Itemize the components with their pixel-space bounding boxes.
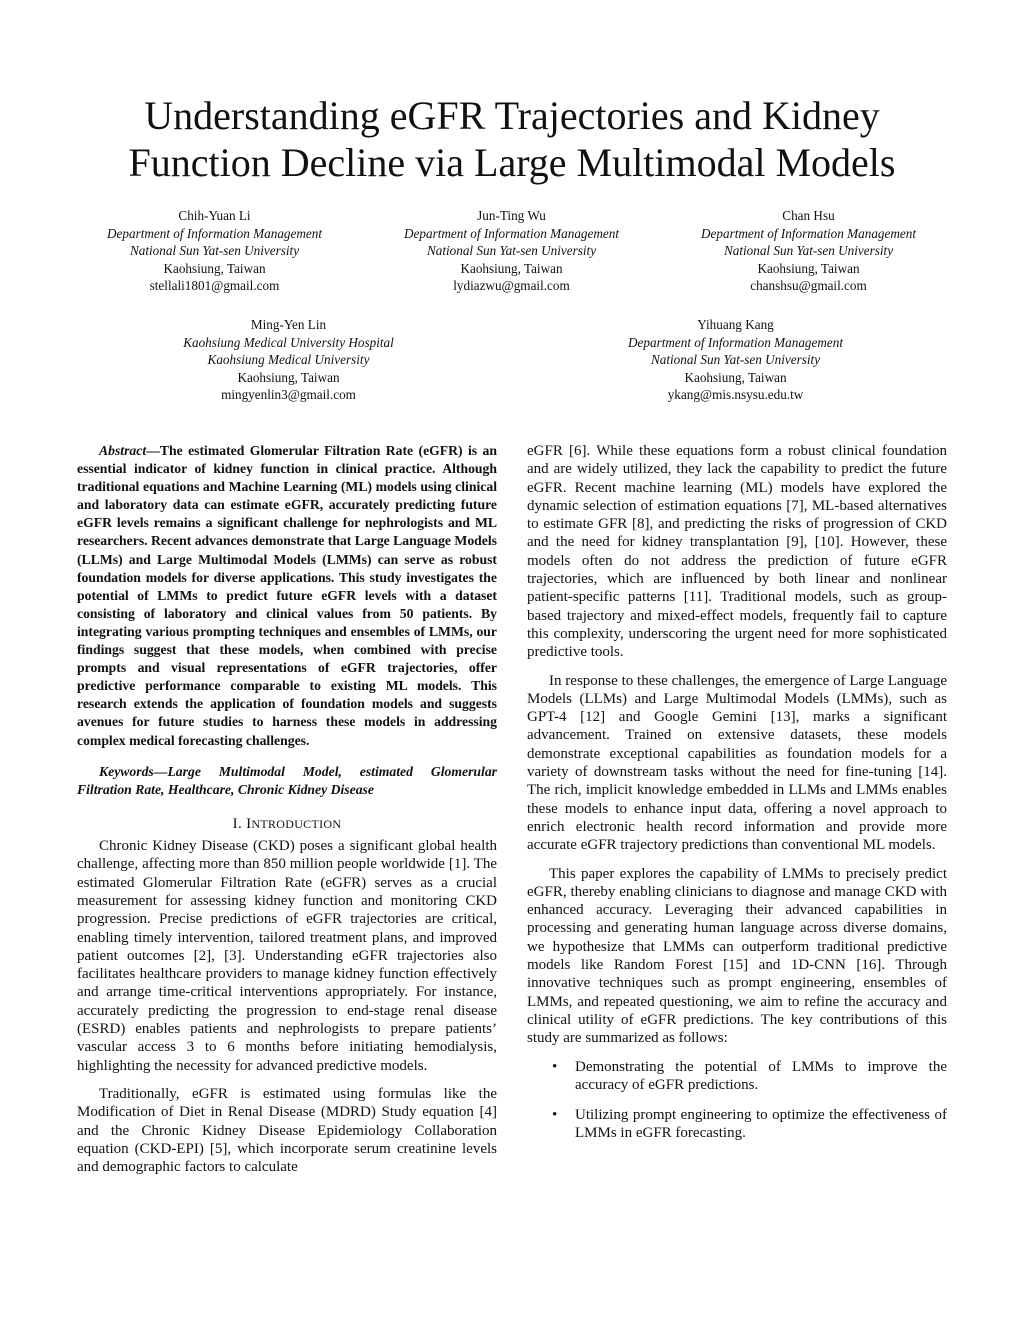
author-location: Kaohsiung, Taiwan [757,260,860,276]
intro-paragraph-llms: In response to these challenges, the emergence of Large Language Models (LLMs) and Large Multimodal Models (LMMs), such as GPT-4 [12] and Google Gemini [13], marks a significant advancement. Trained on extensive datasets, these models demonstrate exceptional capabilities as foundation models for a variety of downstream tasks without the need for fine-tuning [14]. The rich, implicit knowledge embedded in LLMs and LMMs enables these models to enhance input data, offering a novel approach to enrich electronic health record information and provide more accurate eGFR trajectory predictions than conventional ML models. [527,672,947,854]
contribution-list [527,1058,947,1143]
author-name: Jun-Ting Wu [477,208,546,223]
section-heading-introduction [77,815,497,833]
author-location: Kaohsiung, Taiwan [460,260,563,276]
author-department: Department of Information Management [701,225,916,241]
list-item [527,1106,947,1143]
author-email: mingyenlin3@gmail.com [221,387,356,403]
keywords: Keywords—Large Multimodal Model, estimated Glomerular Filtration Rate, Healthcare, Chronic Kidney Disease [77,763,497,797]
author-email: ykang@mis.nsysu.edu.tw [667,387,804,403]
author-location: Kaohsiung, Taiwan [684,369,787,385]
author-block-1 [72,207,357,295]
author-department: Kaohsiung Medical University Hospital [183,334,394,350]
author-department: Department of Information Management [404,225,619,241]
author-block-2 [369,207,654,295]
bullet-icon: • [552,1107,558,1124]
right-column [527,442,947,1143]
intro-paragraph-2: Traditionally, eGFR is estimated using formulas like the Modification of Diet in Renal Disease (MDRD) Study equation [4] and the Chronic Kidney Disease Epidemiology Collaboration equation (CKD-EPI) [5], which incorporate serum creatinine levels and demographic factors to calculate [77,1085,497,1176]
intro-paragraph-1: Chronic Kidney Disease (CKD) poses a significant global health challenge, affecting more than 850 million people worldwide [1]. The estimated Glomerular Filtration Rate (eGFR) serves as a crucial measurement for assessing kidney function and monitoring CKD progression. Precise predictions of eGFR trajectories are critical, enabling timely intervention, tailored treatment plans, and improved patient outcomes [2], [3]. Understanding eGFR trajectories also facilitates healthcare providers to manage kidney function effectively and arrange time-critical interventions appropriately. For instance, accurately predicting the progression to end-stage renal disease (ESRD) enables patients and nephrologists to prepare patients’ vascular access 3 to 6 months before initiating hemodialysis, highlighting the necessity for advanced predictive models. [77,838,497,1074]
author-block-3 [666,207,951,295]
author-email: chanshsu@gmail.com [750,278,867,294]
author-name: Chan Hsu [782,208,835,223]
left-column [77,442,497,1176]
abstract-dash: — [146,443,160,458]
author-university: National Sun Yat-sen University [426,243,597,259]
bullet-icon: • [552,1058,558,1075]
author-university: National Sun Yat-sen University [129,243,300,259]
abstract [77,442,497,750]
abstract-label: Abstract [99,443,147,458]
continuation-paragraph: eGFR [6]. While these equations form a robust clinical foundation and are widely utilized, they lack the capability to predict the future eGFR. Recent machine learning (ML) models have explored the dynamic selection of estimation equations [7], ML-based alternatives to estimate GFR [8], and predicting the risks of progression of CKD and the need for kidney transplantation [9], [10]. However, these models often do not address the prediction of future eGFR trajectories, which are influenced by both linear and nonlinear patient-specific patterns [11]. Traditional models, such as group-based trajectory and mixed-effect models, frequently fail to capture this complexity, underscoring the urgent need for more sophisticated predictive tools. [527,443,947,661]
paper-title [60,92,964,186]
author-name: Yihuang Kang [697,317,774,332]
section-title-rest: NTRODUCTION [251,816,342,831]
author-email: stellali1801@gmail.com [149,278,280,294]
section-numeral: I. [232,815,243,832]
list-item [527,1058,947,1095]
author-location: Kaohsiung, Taiwan [163,260,266,276]
author-name: Ming-Yen Lin [250,317,327,332]
author-block-5 [593,316,878,404]
title-line-2: Function Decline via Large Multimodal Models [128,140,896,185]
section-title-initial: I [246,815,252,832]
author-email: lydiazwu@gmail.com [453,278,570,294]
list-item-text: Utilizing prompt engineering to optimize the effectiveness of LMMs in eGFR forecasting. [575,1107,947,1142]
author-university: National Sun Yat-sen University [650,352,821,368]
author-university: Kaohsiung Medical University [207,352,370,368]
author-university: National Sun Yat-sen University [723,243,894,259]
author-block-4 [146,316,431,404]
title-line-1: Understanding eGFR Trajectories and Kidney [144,93,880,138]
intro-paragraph-contributions: This paper explores the capability of LMMs to precisely predict eGFR, thereby enabling clinicians to diagnose and manage CKD with enhanced accuracy. Leveraging their advanced capabilities in processing and generating human language across diverse domains, we hypothesize that LMMs can outperform traditional predictive models like Random Forest [15] and 1D-CNN [16]. Through innovative techniques such as prompt engineering, ensembles of LMMs, and repeated questioning, we aim to refine the accuracy and clinical utility of eGFR predictions. The key contributions of this study are summarized as follows: [527,865,947,1047]
author-department: Department of Information Management [107,225,322,241]
abstract-text: The estimated Glomerular Filtration Rate (eGFR) is an essential indicator of kidney function in clinical practice. Although traditional equations and Machine Learning (ML) models using clinical and laboratory data can estimate eGFR, accurately predicting future eGFR levels remains a significant challenge for nephrologists and ML researchers. Recent advances demonstrate that Large Language Models (LLMs) and Large Multimodal Models (LMMs) can serve as robust foundation models for diverse applications. This study investigates the potential of LMMs to predict future eGFR levels with a dataset consisting of laboratory and clinical values from 50 patients. By integrating various prompting techniques and ensembles of LMMs, our findings suggest that these models, when combined with precise prompts and visual representations of eGFR trajectories, offer predictive performance comparable to existing ML models. This research extends the application of foundation models and suggests avenues for future studies to harness these models in addressing complex medical forecasting challenges. [77,443,497,748]
author-location: Kaohsiung, Taiwan [237,369,340,385]
author-name: Chih-Yuan Li [178,208,251,223]
author-department: Department of Information Management [628,334,843,350]
list-item-text: Demonstrating the potential of LMMs to improve the accuracy of eGFR predictions. [575,1058,947,1093]
